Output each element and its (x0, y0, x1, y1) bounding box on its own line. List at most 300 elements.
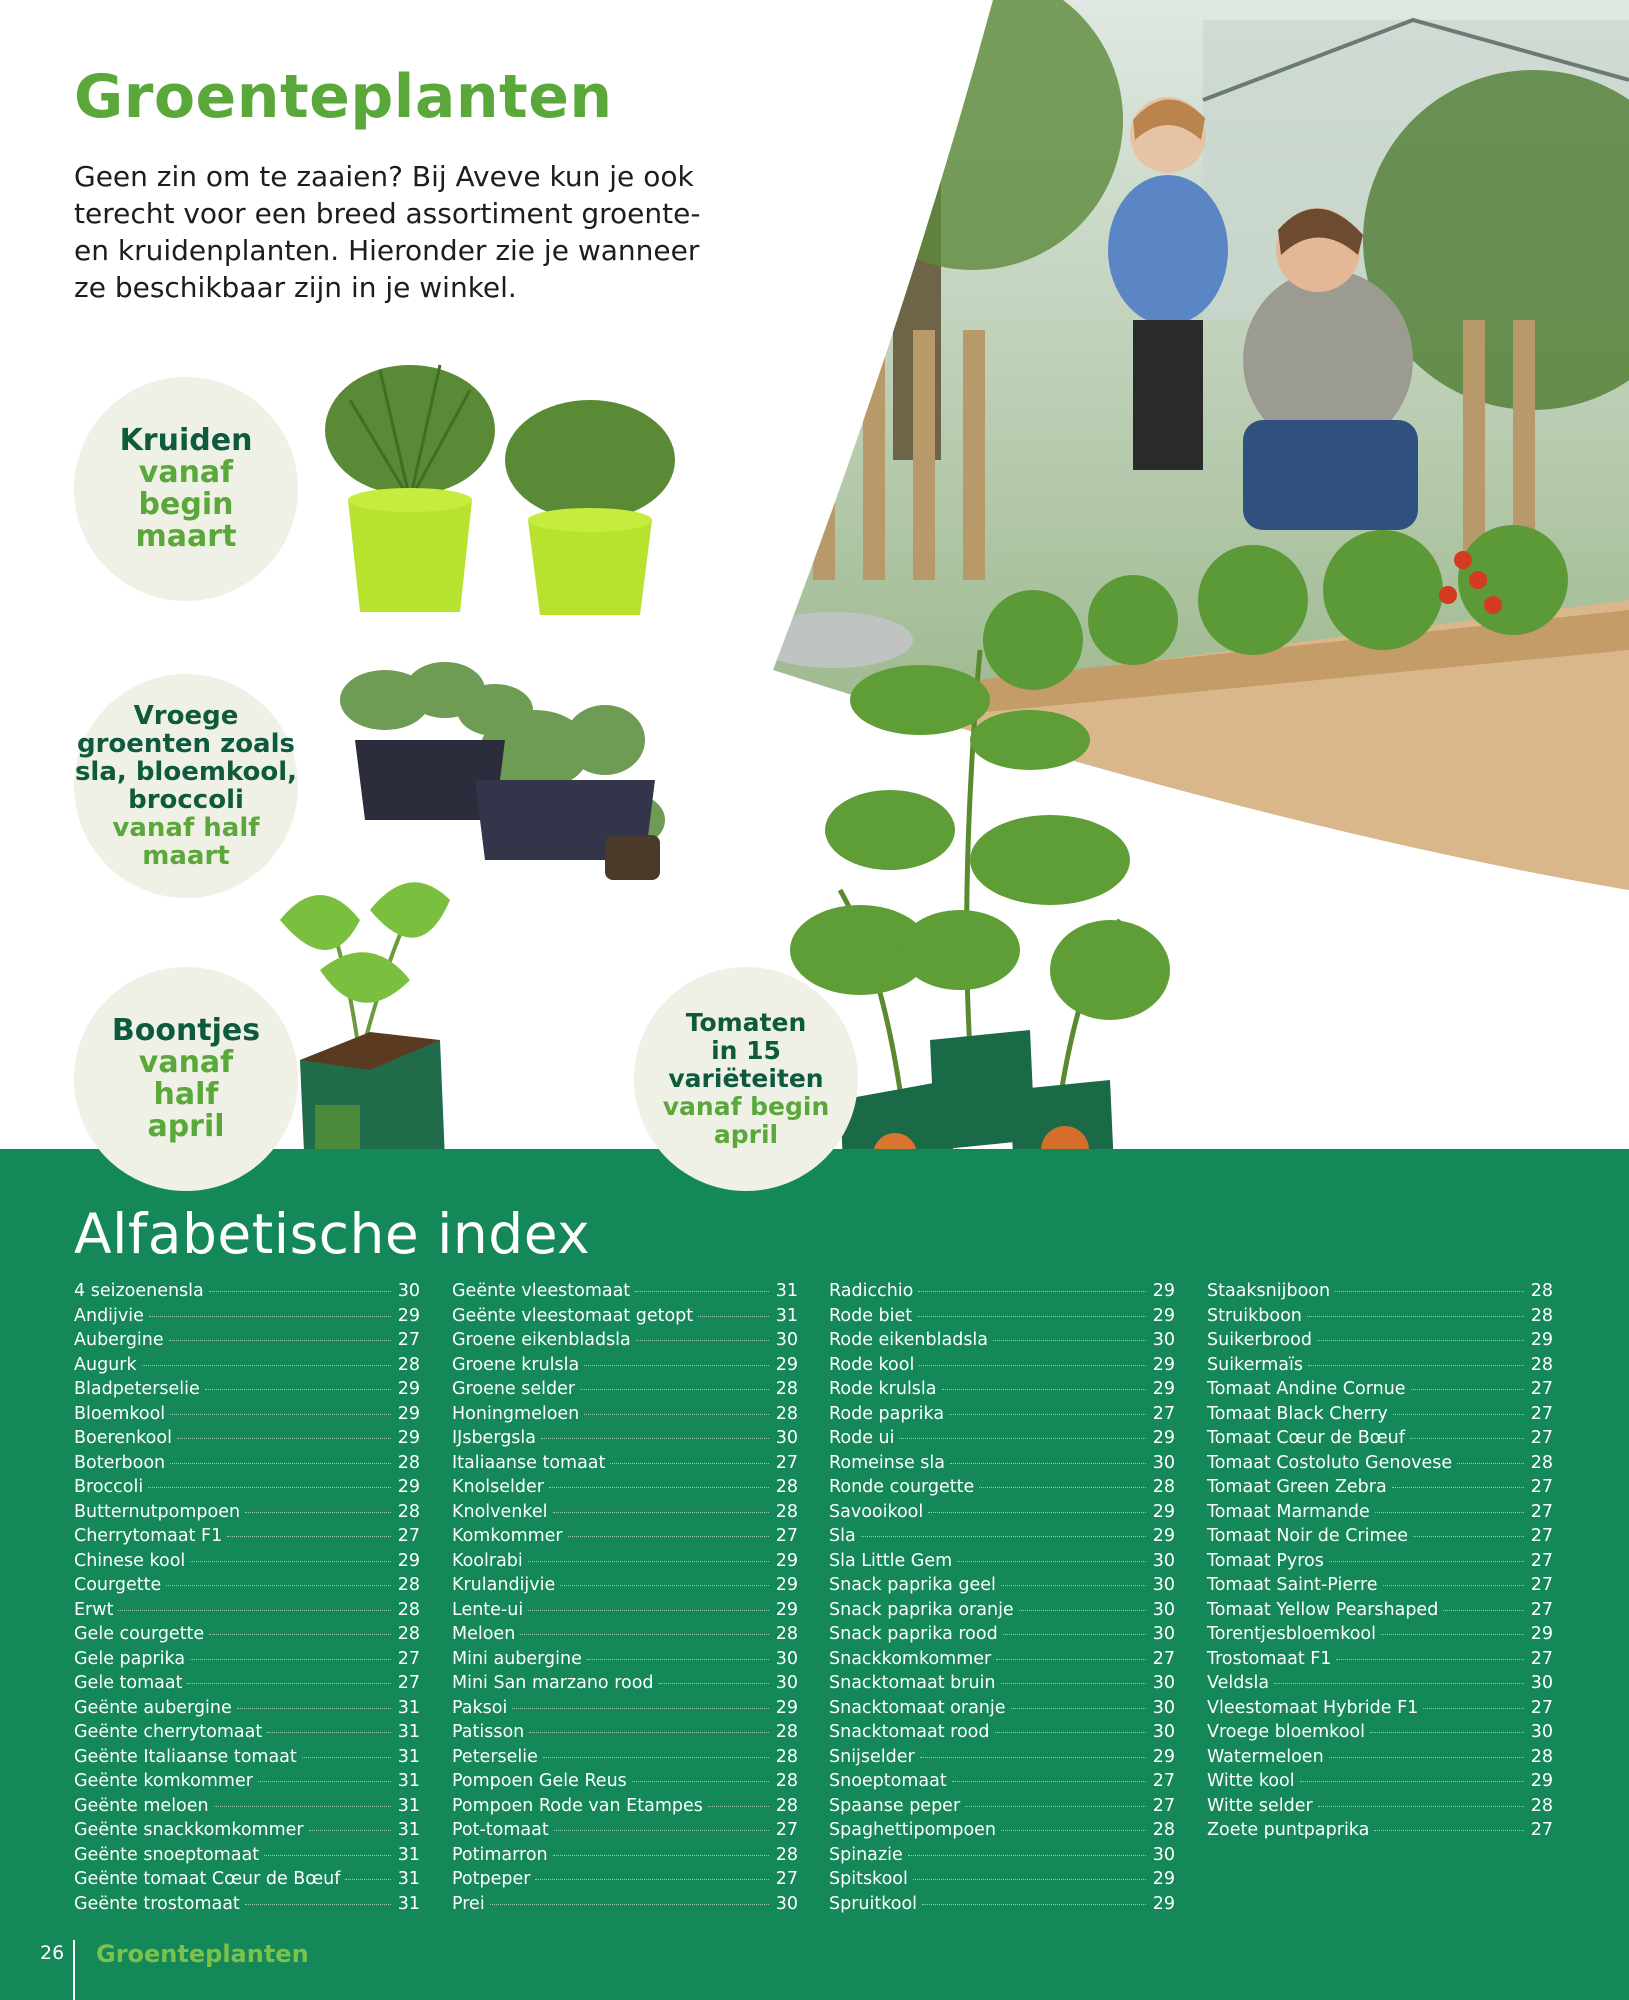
index-entry-page: 27 (1530, 1697, 1553, 1718)
index-entry (829, 1698, 1175, 1723)
index-entry-name: Geënte cherrytomaat (74, 1722, 263, 1742)
dot-leader (512, 1707, 769, 1709)
dot-leader (635, 1290, 769, 1292)
index-entry (1207, 1575, 1553, 1600)
footer-section-label: Groenteplanten (96, 1940, 309, 1968)
index-entry (829, 1404, 1175, 1429)
index-entry (452, 1306, 798, 1331)
index-entry-name: Sla Little Gem (829, 1550, 953, 1571)
index-entry-page: 29 (1530, 1771, 1553, 1791)
index-entry (452, 1355, 798, 1380)
dot-leader (659, 1682, 769, 1684)
index-entry-name: Geënte tomaat Cœur de Bœuf (74, 1869, 341, 1889)
dot-leader (861, 1535, 1146, 1537)
index-entry (74, 1673, 420, 1698)
index-entry-name: Chinese kool (74, 1550, 186, 1571)
index-entry-page: 30 (1530, 1673, 1553, 1693)
index-entry-page: 29 (397, 1305, 420, 1326)
dot-leader (177, 1437, 391, 1439)
dot-leader (1410, 1437, 1524, 1439)
dot-leader (142, 1364, 391, 1366)
index-entry-name: Aubergine (74, 1330, 164, 1350)
index-entry-page: 27 (775, 1869, 798, 1889)
index-entry (74, 1649, 420, 1674)
callout-kruiden-date: vanaf (138, 455, 234, 490)
dot-leader (1335, 1290, 1524, 1292)
callout-kruiden-date: maart (135, 519, 237, 554)
dot-leader (227, 1535, 391, 1537)
dot-leader (1370, 1731, 1524, 1733)
index-entry-name: Pot-tomaat (452, 1820, 549, 1840)
dot-leader (309, 1829, 391, 1831)
index-entry-page: 27 (1530, 1575, 1553, 1595)
index-entry (74, 1820, 420, 1845)
dot-leader (708, 1805, 769, 1807)
index-entry (452, 1649, 798, 1674)
index-entry-name: Rode biet (829, 1305, 913, 1326)
index-entry-page: 28 (775, 1771, 798, 1791)
index-entry-name: Tomaat Cœur de Bœuf (1207, 1428, 1405, 1448)
index-entry-page: 31 (775, 1305, 798, 1326)
page-number: 26 (40, 1942, 65, 1964)
dot-leader (1003, 1633, 1146, 1635)
index-entry-name: Vleestomaat Hybride F1 (1207, 1697, 1419, 1718)
dot-leader (957, 1560, 1146, 1562)
index-entry-name: Mini aubergine (452, 1648, 582, 1669)
index-entry-name: 4 seizoenensla (74, 1281, 204, 1301)
dot-leader (920, 1756, 1146, 1758)
dot-leader (214, 1805, 391, 1807)
dot-leader (264, 1854, 391, 1856)
index-entry-page: 31 (397, 1771, 420, 1791)
index-entry-page: 29 (1152, 1746, 1175, 1767)
index-entry (1207, 1355, 1553, 1380)
dot-leader (1413, 1535, 1524, 1537)
index-entry-name: Tomaat Saint-Pierre (1207, 1575, 1378, 1595)
index-entry-name: Staaksnijboon (1207, 1281, 1331, 1301)
dot-leader (148, 1486, 391, 1488)
dot-leader (529, 1731, 769, 1733)
index-entry-page: 27 (1530, 1526, 1553, 1546)
index-entry-page: 30 (1152, 1575, 1175, 1595)
dot-leader (908, 1854, 1146, 1856)
index-entry (829, 1747, 1175, 1772)
dot-leader (1329, 1756, 1524, 1758)
index-entry (1207, 1624, 1553, 1649)
index-entry-page: 28 (775, 1722, 798, 1742)
dot-leader (942, 1388, 1146, 1390)
index-entry (74, 1453, 420, 1478)
index-entry-page: 30 (1152, 1624, 1175, 1644)
index-entry (452, 1771, 798, 1796)
index-entry-page: 28 (775, 1746, 798, 1767)
index-entry (452, 1698, 798, 1723)
index-entry-name: Tomaat Costoluto Genovese (1207, 1452, 1453, 1473)
callout-kruiden (74, 377, 298, 601)
dot-leader (952, 1780, 1146, 1782)
dot-leader (1329, 1560, 1524, 1562)
index-entry (74, 1624, 420, 1649)
index-entry (452, 1747, 798, 1772)
callout-tomaten (634, 967, 858, 1191)
index-entry-page: 29 (775, 1354, 798, 1375)
index-entry (74, 1404, 420, 1429)
index-entry-name: Snackkomkommer (829, 1648, 992, 1669)
dot-leader (899, 1437, 1146, 1439)
dot-leader (166, 1584, 391, 1586)
index-entry-name: Watermeloen (1207, 1746, 1324, 1767)
index-entry (452, 1820, 798, 1845)
index-entry-name: Butternutpompoen (74, 1501, 241, 1522)
index-entry (74, 1796, 420, 1821)
index-entry (452, 1502, 798, 1527)
index-entry (829, 1477, 1175, 1502)
index-entry-name: Geënte vleestomaat (452, 1281, 631, 1301)
dot-leader (922, 1903, 1146, 1905)
index-entry-name: Gele tomaat (74, 1673, 183, 1693)
index-entry (74, 1330, 420, 1355)
index-entry-name: Tomaat Marmande (1207, 1501, 1370, 1522)
dot-leader (187, 1682, 391, 1684)
index-entry-page: 27 (1530, 1379, 1553, 1399)
callout-vroege-title: broccoli (128, 785, 244, 815)
index-entry-name: IJsbergsla (452, 1428, 537, 1448)
dot-leader (928, 1511, 1146, 1513)
index-entry (829, 1428, 1175, 1453)
index-entry-name: Meloen (452, 1624, 516, 1644)
index-entry-name: Vroege bloemkool (1207, 1722, 1365, 1742)
index-entry (1207, 1306, 1553, 1331)
dot-leader (996, 1658, 1146, 1660)
index-entry (452, 1673, 798, 1698)
index-entry (452, 1722, 798, 1747)
index-entry-page: 27 (1152, 1648, 1175, 1669)
index-entry-name: Zoete puntpaprika (1207, 1820, 1370, 1840)
index-entry-page: 27 (1152, 1771, 1175, 1791)
index-entry (829, 1502, 1175, 1527)
index-entry-name: Lente-ui (452, 1599, 524, 1620)
index-entry-name: Suikerbrood (1207, 1330, 1312, 1350)
dot-leader (528, 1609, 769, 1611)
index-entry-name: Tomaat Black Cherry (1207, 1403, 1388, 1424)
dot-leader (1457, 1462, 1524, 1464)
index-entry (74, 1869, 420, 1894)
index-entry-page: 29 (1152, 1893, 1175, 1914)
index-entry (452, 1428, 798, 1453)
dot-leader (979, 1486, 1146, 1488)
dot-leader (1374, 1829, 1524, 1831)
index-entry-page: 28 (1530, 1305, 1553, 1326)
index-entry (452, 1624, 798, 1649)
callout-boontjes-date: half (153, 1077, 219, 1112)
dot-leader (490, 1903, 769, 1905)
dot-leader (949, 1413, 1146, 1415)
dot-leader (1411, 1388, 1524, 1390)
dot-leader (919, 1364, 1146, 1366)
dot-leader (913, 1878, 1146, 1880)
index-entry (1207, 1453, 1553, 1478)
index-entry-page: 29 (1530, 1330, 1553, 1350)
index-entry (829, 1894, 1175, 1919)
index-entry-name: Geënte meloen (74, 1795, 209, 1816)
dot-leader (245, 1903, 391, 1905)
dot-leader (541, 1437, 769, 1439)
callout-vroege-groenten (74, 674, 298, 898)
index-entry-page: 29 (775, 1575, 798, 1595)
index-entry-page: 30 (1152, 1844, 1175, 1865)
index-entry-name: Potimarron (452, 1844, 548, 1865)
index-entry-page: 31 (397, 1820, 420, 1840)
index-entry (452, 1600, 798, 1625)
index-entry (452, 1379, 798, 1404)
dot-leader (209, 1290, 391, 1292)
index-entry-page: 28 (1530, 1281, 1553, 1301)
index-entry (829, 1649, 1175, 1674)
index-entry-page: 31 (397, 1746, 420, 1767)
dot-leader (610, 1462, 769, 1464)
index-entry-name: Bloemkool (74, 1403, 166, 1424)
index-entry-name: Andijvie (74, 1305, 144, 1326)
dot-leader (587, 1658, 769, 1660)
index-entry (452, 1281, 798, 1306)
index-entry-page: 31 (397, 1795, 420, 1816)
index-entry-page: 30 (1152, 1673, 1175, 1693)
index-entry-page: 30 (1152, 1452, 1175, 1473)
index-entry-name: Patisson (452, 1722, 525, 1742)
callout-boontjes-title: Boontjes (111, 1013, 261, 1048)
index-column-1 (74, 1281, 420, 1918)
index-entry-page: 30 (775, 1893, 798, 1914)
index-entry-page: 30 (397, 1281, 420, 1301)
dot-leader (1011, 1707, 1146, 1709)
index-entry-page: 28 (775, 1844, 798, 1865)
dot-leader (584, 1413, 769, 1415)
index-entry-name: Geënte Italiaanse tomaat (74, 1746, 297, 1767)
index-entry-page: 29 (1530, 1624, 1553, 1644)
dot-leader (553, 1511, 770, 1513)
index-entry-name: Sla (829, 1526, 856, 1546)
index-entry-page: 28 (397, 1452, 420, 1473)
index-entry-name: Snoeptomaat (829, 1771, 947, 1791)
index-entry-name: Snack paprika rood (829, 1624, 998, 1644)
dot-leader (170, 1462, 391, 1464)
index-entry (452, 1796, 798, 1821)
dot-leader (950, 1462, 1146, 1464)
index-entry-page: 29 (397, 1550, 420, 1571)
index-entry-name: Witte kool (1207, 1771, 1295, 1791)
callout-boontjes (74, 967, 298, 1191)
index-entry-name: Snacktomaat bruin (829, 1673, 996, 1693)
index-entry (1207, 1796, 1553, 1821)
dot-leader (245, 1511, 391, 1513)
index-entry (452, 1477, 798, 1502)
dot-leader (520, 1633, 769, 1635)
index-entry (829, 1624, 1175, 1649)
dot-leader (1317, 1339, 1524, 1341)
index-entry (829, 1673, 1175, 1698)
index-entry (74, 1747, 420, 1772)
index-entry-name: Gele courgette (74, 1624, 205, 1644)
index-entry-name: Koolrabi (452, 1550, 523, 1571)
dot-leader (918, 1290, 1146, 1292)
index-entry-page: 27 (397, 1526, 420, 1546)
dot-leader (237, 1707, 391, 1709)
index-entry (829, 1575, 1175, 1600)
index-entry-name: Rode kool (829, 1354, 915, 1375)
dot-leader (1308, 1364, 1524, 1366)
index-entry-page: 28 (1152, 1477, 1175, 1497)
index-entry-name: Knolselder (452, 1477, 544, 1497)
index-title: Alfabetische index (74, 1202, 591, 1266)
index-entry-name: Ronde courgette (829, 1477, 975, 1497)
dot-leader (632, 1780, 769, 1782)
index-entry-page: 29 (397, 1379, 420, 1399)
index-entry-page: 28 (397, 1354, 420, 1375)
index-entry-page: 29 (1152, 1501, 1175, 1522)
index-entry-name: Spruitkool (829, 1893, 918, 1914)
dot-leader (169, 1339, 391, 1341)
index-entry (74, 1722, 420, 1747)
index-entry (452, 1575, 798, 1600)
index-entry-page: 27 (1530, 1648, 1553, 1669)
intro-paragraph: Geen zin om te zaaien? Bij Aveve kun je ook terecht voor een breed assortiment groente- en kruidenplanten. Hieronder zie je wanneer ze beschikbaar zijn in je winkel. (74, 160, 701, 304)
index-entry-name: Augurk (74, 1354, 137, 1375)
index-entry-name: Struikboon (1207, 1305, 1302, 1326)
dot-leader (993, 1339, 1146, 1341)
index-entry-name: Paksoi (452, 1697, 508, 1718)
index-entry-page: 27 (1530, 1820, 1553, 1840)
index-entry-page: 29 (397, 1477, 420, 1497)
index-entry-name: Veldsla (1207, 1673, 1270, 1693)
index-entry-name: Knolvenkel (452, 1501, 548, 1522)
dot-leader (636, 1339, 769, 1341)
dot-leader (302, 1756, 391, 1758)
index-entry-name: Radicchio (829, 1281, 914, 1301)
index-entry-name: Boerenkool (74, 1428, 172, 1448)
index-entry-page: 29 (1152, 1379, 1175, 1399)
dot-leader (1001, 1584, 1146, 1586)
index-entry-name: Rode paprika (829, 1403, 945, 1424)
index-entry-name: Prei (452, 1893, 485, 1914)
index-entry-page: 28 (775, 1624, 798, 1644)
dot-leader (1001, 1682, 1146, 1684)
callout-vroege-title: Vroege (133, 701, 239, 731)
index-entry-name: Pompoen Gele Reus (452, 1771, 627, 1791)
index-entry-page: 29 (775, 1697, 798, 1718)
index-entry-name: Spaghettipompoen (829, 1820, 997, 1840)
index-entry-page: 29 (775, 1599, 798, 1620)
dot-leader (1381, 1633, 1524, 1635)
callout-tomaten-date: vanaf begin (662, 1092, 830, 1121)
dot-leader (1393, 1413, 1524, 1415)
index-entry-page: 31 (397, 1697, 420, 1718)
index-entry-name: Honingmeloen (452, 1403, 580, 1424)
index-entry-page: 27 (397, 1673, 420, 1693)
index-entry (829, 1600, 1175, 1625)
dot-leader (584, 1364, 769, 1366)
index-entry-name: Bladpeterselie (74, 1379, 200, 1399)
index-entry-page: 30 (1152, 1697, 1175, 1718)
herb-pots-image (310, 350, 690, 630)
index-entry-page: 27 (1152, 1403, 1175, 1424)
index-entry-page: 27 (1530, 1477, 1553, 1497)
index-entry-name: Boterboon (74, 1452, 166, 1473)
index-entry (1207, 1404, 1553, 1429)
callout-tomaten-title: Tomaten (685, 1008, 807, 1037)
footer-divider (73, 1940, 75, 2000)
index-entry-page: 29 (397, 1403, 420, 1424)
index-entry (74, 1502, 420, 1527)
index-entry (829, 1551, 1175, 1576)
index-entry-name: Snack paprika oranje (829, 1599, 1014, 1620)
index-entry-page: 27 (775, 1452, 798, 1473)
index-entry-name: Potpeper (452, 1869, 531, 1889)
index-entry-name: Mini San marzano rood (452, 1673, 654, 1693)
index-entry-page: 30 (1152, 1599, 1175, 1620)
index-entry (74, 1379, 420, 1404)
index-entry-name: Komkommer (452, 1526, 563, 1546)
index-entry-page: 27 (397, 1330, 420, 1350)
index-entry-name: Snack paprika geel (829, 1575, 996, 1595)
index-entry-name: Geënte snoeptomaat (74, 1844, 260, 1865)
index-entry (452, 1526, 798, 1551)
index-entry (74, 1281, 420, 1306)
index-entry-name: Groene krulsla (452, 1354, 580, 1375)
callout-kruiden-date: begin (138, 487, 234, 522)
dot-leader (1375, 1511, 1524, 1513)
dot-leader (209, 1633, 391, 1635)
index-entry-page: 28 (775, 1379, 798, 1399)
index-entry-page: 28 (775, 1403, 798, 1424)
index-entry (74, 1771, 420, 1796)
callout-vroege-date: maart (142, 841, 230, 871)
index-entry-page: 27 (775, 1820, 798, 1840)
index-entry-name: Torentjesbloemkool (1207, 1624, 1376, 1644)
index-entry (1207, 1428, 1553, 1453)
index-entry (1207, 1722, 1553, 1747)
index-entry-name: Tomaat Pyros (1207, 1550, 1324, 1571)
index-entry (452, 1894, 798, 1919)
index-entry (74, 1698, 420, 1723)
index-entry (829, 1355, 1175, 1380)
index-entry-name: Tomaat Yellow Pearshaped (1207, 1599, 1439, 1620)
dot-leader (1307, 1315, 1524, 1317)
index-entry-page: 30 (775, 1330, 798, 1350)
index-entry (829, 1796, 1175, 1821)
index-entry-page: 27 (397, 1648, 420, 1669)
callout-vroege-title: groenten zoals (77, 729, 295, 759)
index-entry (829, 1526, 1175, 1551)
index-entry (74, 1428, 420, 1453)
dot-leader (170, 1413, 391, 1415)
index-entry-page: 29 (1152, 1305, 1175, 1326)
dot-leader (965, 1805, 1146, 1807)
dot-leader (1318, 1805, 1524, 1807)
index-entry (829, 1820, 1175, 1845)
dot-leader (1392, 1486, 1524, 1488)
index-entry-name: Peterselie (452, 1746, 538, 1767)
index-entry-page: 28 (775, 1795, 798, 1816)
dot-leader (149, 1315, 391, 1317)
index-entry (452, 1869, 798, 1894)
callout-kruiden-title: Kruiden (119, 423, 253, 458)
index-entry-page: 28 (1530, 1354, 1553, 1375)
dot-leader (553, 1854, 769, 1856)
dot-leader (1274, 1682, 1524, 1684)
callout-tomaten-date: april (713, 1120, 779, 1149)
index-entry-page: 27 (775, 1526, 798, 1546)
index-entry-name: Geënte aubergine (74, 1697, 232, 1718)
